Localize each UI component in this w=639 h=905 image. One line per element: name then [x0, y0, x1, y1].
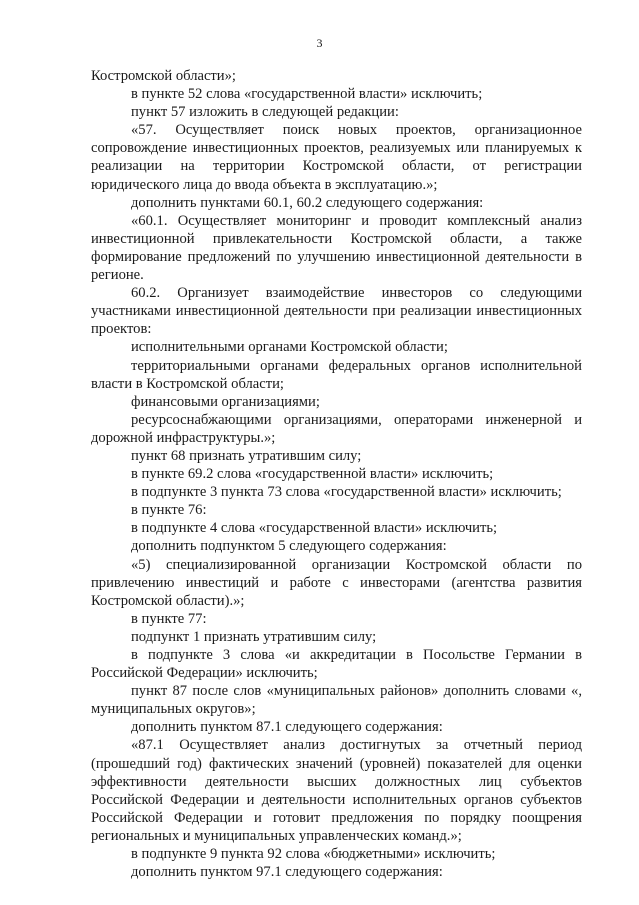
paragraph: в подпункте 4 слова «государственной власти» исключить;: [131, 520, 498, 537]
page-number: 3: [316, 36, 323, 50]
paragraph: финансовыми организациями;: [131, 393, 320, 410]
paragraph: территориальными органами федеральных органов исполнительной власти в Костромской области;: [91, 357, 582, 392]
paragraph: в пункте 76:: [131, 502, 207, 519]
paragraph: пункт 87 после слов «муниципальных районов» дополнить словами «, муниципальных округов»;: [91, 683, 582, 718]
paragraph: «57. Осуществляет поиск новых проектов, организационное сопровождение инвестиционных проектов, реализуемых или планируемых к реализации на территории Костромской области, от регистрации юридического лица до ввода объекта в эксплуатацию.»;: [91, 122, 582, 193]
paragraph: дополнить пунктом 87.1 следующего содержания:: [131, 719, 443, 736]
paragraph: пункт 68 признать утратившим силу;: [131, 447, 362, 464]
paragraph: пункт 57 изложить в следующей редакции:: [131, 104, 399, 121]
paragraph: дополнить пунктами 60.1, 60.2 следующего содержания:: [131, 194, 484, 211]
paragraph: 60.2. Организует взаимодействие инвесторов со следующими участниками инвестиционной деятельности при реализации инвестиционных проектов:: [91, 285, 582, 338]
paragraph: в пункте 52 слова «государственной власти» исключить;: [131, 86, 483, 103]
paragraph: в подпункте 9 пункта 92 слова «бюджетными» исключить;: [131, 846, 496, 863]
paragraph: в пункте 69.2 слова «государственной власти» исключить;: [131, 466, 494, 483]
paragraph: «87.1 Осуществляет анализ достигнутых за отчетный период (прошедший год) фактических значений (уровней) показателей для оценки эффективности деятельности высших должностных лиц субъектов Российской Федерации и деятельности исполнительных органов субъектов Российской Федерации и готовит предложения по порядку поощрения региональных и муниципальных управленческих команд.»;: [91, 737, 582, 844]
paragraph: дополнить пунктом 97.1 следующего содержания:: [131, 864, 443, 881]
paragraph: в подпункте 3 пункта 73 слова «государственной власти» исключить;: [131, 484, 562, 501]
paragraph: «5) специализированной организации Костромской области по привлечению инвестиций и работе с инвесторами (агентства развития Костромской области).»;: [91, 556, 582, 609]
document-body: [91, 67, 582, 881]
paragraph: в пункте 77:: [131, 610, 207, 627]
paragraph: Костромской области»;: [91, 68, 236, 84]
paragraph: ресурсоснабжающими организациями, операторами инженерной и дорожной инфраструктуры.»;: [91, 411, 582, 446]
paragraph: в подпункте 3 слова «и аккредитации в Посольстве Германии в Российской Федерации» исключить;: [91, 647, 582, 682]
paragraph: подпункт 1 признать утратившим силу;: [131, 628, 377, 645]
paragraph: «60.1. Осуществляет мониторинг и проводит комплексный анализ инвестиционной привлекательности Костромской области, а также формирование предложений по улучшению инвестиционной деятельности в регионе.: [91, 212, 582, 284]
paragraph: дополнить подпунктом 5 следующего содержания:: [131, 538, 447, 555]
paragraph: исполнительными органами Костромской области;: [131, 339, 448, 356]
